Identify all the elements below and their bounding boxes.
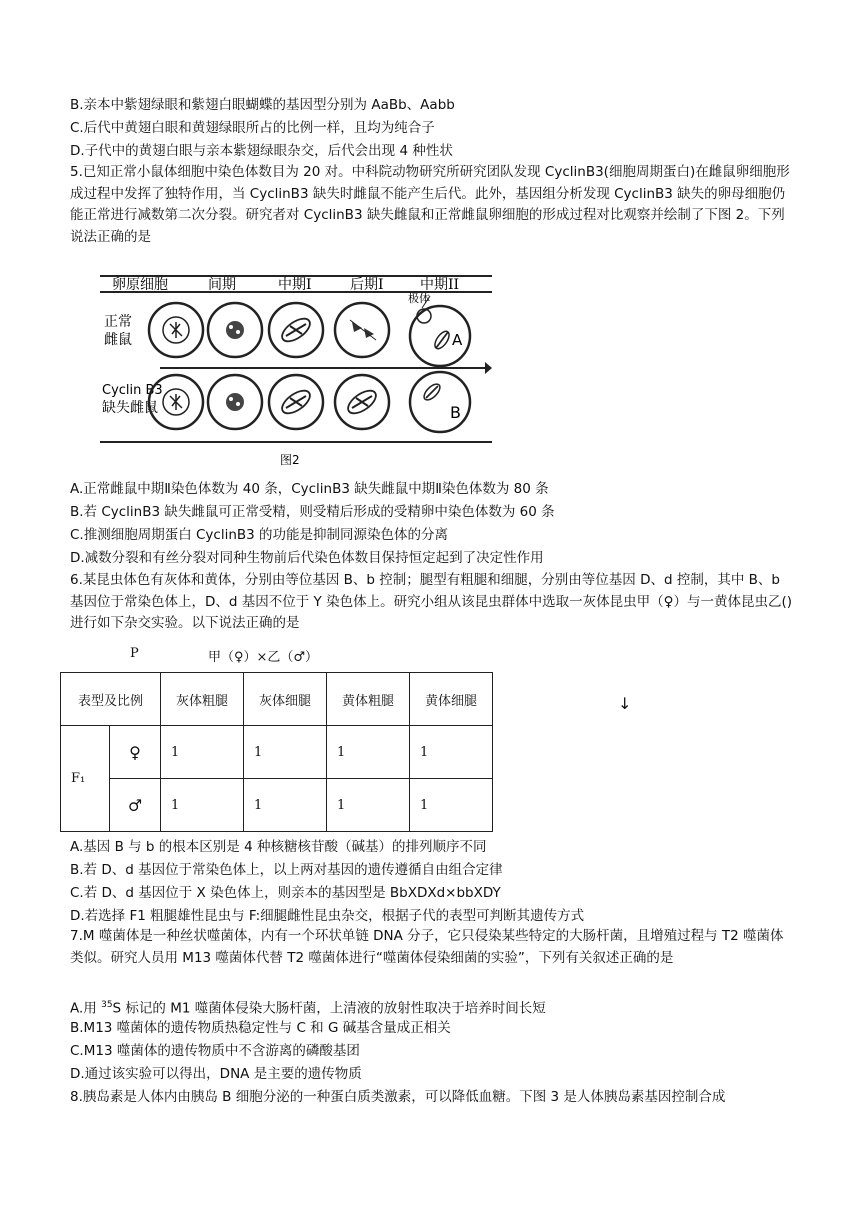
figure-caption: 图2 [280, 453, 300, 467]
q6-option-b: B.若 D、d 基因位于常染色体上，以上两对基因的遗传遵循自由组合定律 [70, 862, 503, 878]
q7-option-a: A.用 $^{35}$S 标记的 M1 噬菌体侵染大肠杆菌，上清液的放射性取决于培养时间长短 [70, 1000, 546, 1017]
stage-label-anaphase-1: 后期I [350, 277, 384, 293]
table-cell: 1 [410, 779, 493, 832]
q5-option-d: D.减数分裂和有丝分裂对同种生物前后代染色体数目保持恒定起到了决定性作用 [70, 550, 544, 566]
cell-mark-b: B [450, 403, 461, 422]
q5-option-a: A.正常雌鼠中期Ⅱ染色体数为 40 条，CyclinB3 缺失雌鼠中期Ⅱ染色体数为 80 条 [70, 481, 549, 497]
table-header-cell: 黄体粗腿 [327, 673, 410, 726]
row-label-mutant-1: Cyclin B3 [102, 383, 163, 398]
table-header-cell: 灰体细腿 [244, 673, 327, 726]
figure-2 [100, 262, 492, 472]
question-6-stem: 6.某昆虫体色有灰体和黄体，分别由等位基因 B、b 控制；腿型有粗腿和细腿，分别由等位基因 D、d 控制，其中 B、b 基因位于常染色体上，D、d 基因不位于 Y 染色体上。研究小组从该昆虫群体中选取一灰体昆虫甲（♀）与一黄体昆虫乙()进行如下杂交实验。以下说法正确的是 [70, 572, 793, 631]
question-8-stem: 8.胰岛素是人体内由胰岛 B 细胞分泌的一种蛋白质类激素，可以降低血糖。下图 3 是人体胰岛素基因控制合成 [70, 1089, 726, 1105]
cell-mutant-interphase [208, 375, 262, 429]
cell-normal-metaphase-1 [269, 303, 323, 357]
table-cell: 1 [410, 726, 493, 779]
q5-option-c: C.推测细胞周期蛋白 CyclinB3 的功能是抑制同源染色体的分离 [70, 527, 449, 543]
generation-cell: F₁ [61, 726, 110, 832]
table-header-cell: 表型及比例 [61, 673, 161, 726]
male-symbol: ♂ [110, 779, 161, 832]
cell-normal-interphase [208, 303, 262, 357]
cell-mark-a: A [452, 331, 463, 349]
table-header-cell: 黄体细腿 [410, 673, 493, 726]
option-c: C.后代中黄翅白眼和黄翅绿眼所占的比例一样，且均为纯合子 [70, 120, 435, 136]
table-cell: 1 [161, 726, 244, 779]
table-cell: 1 [244, 726, 327, 779]
cell-normal-anaphase-1 [335, 303, 389, 357]
q7-option-b: B.M13 噬菌体的遗传物质热稳定性与 C 和 G 碱基含量成正相关 [70, 1020, 451, 1036]
table-row-female [61, 726, 493, 779]
polar-body-label: 极体 [408, 292, 430, 305]
row-label-normal-1: 正常 [104, 314, 132, 330]
q5-option-b: B.若 CyclinB3 缺失雌鼠可正常受精，则受精后形成的受精卵中染色体数为 60 条 [70, 504, 555, 520]
table-cell: 1 [327, 726, 410, 779]
table-cell: 1 [244, 779, 327, 832]
q7-option-d: D.通过该实验可以得出，DNA 是主要的遗传物质 [70, 1066, 362, 1082]
option-d: D.子代中的黄翅白眼与亲本紫翅绿眼杂交，后代会出现 4 种性状 [70, 143, 453, 159]
table-header-row [61, 673, 493, 726]
q6-option-d: D.若选择 F1 粗腿雄性昆虫与 F:细腿雌性昆虫杂交，根据子代的表型可判断其遗传方式 [70, 908, 585, 924]
question-5-stem: 5.已知正常小鼠体细胞中染色体数目为 20 对。中科院动物研究所研究团队发现 CyclinB3(细胞周期蛋白)在雌鼠卵细胞形成过程中发挥了独特作用，当 CyclinB3 缺失时雌鼠不能产生后代。此外，基因组分析发现 CyclinB3 缺失的卵母细胞仍能正常进行减数第二次分裂。研究者对 CyclinB3 缺失雌鼠和正常雌鼠卵细胞的形成过程对比观察并绘制了下图 2。下列说法正确的是 [70, 164, 790, 245]
row-label-normal-2: 雌鼠 [104, 332, 132, 348]
stage-label-metaphase-1: 中期I [278, 277, 312, 293]
cell-division-diagram [100, 262, 492, 472]
table-header-cell: 灰体粗腿 [161, 673, 244, 726]
cell-normal-oogonium [149, 303, 203, 357]
table-row-male [61, 779, 493, 832]
question-7-stem: 7.M 噬菌体是一种丝状噬菌体，内有一个环状单链 DNA 分子，它只侵染某些特定的大肠杆菌，且增殖过程与 T2 噬菌体类似。研究人员用 M13 噬菌体代替 T2 噬菌体进行“噬菌体侵染细菌的实验”，下列有关叙述正确的是 [70, 928, 784, 966]
stage-label-interphase: 间期 [208, 277, 236, 293]
down-arrow-icon: ↓ [618, 694, 632, 713]
cell-mutant-anaphase-1 [335, 375, 389, 429]
table-cell: 1 [327, 779, 410, 832]
table-cell: 1 [161, 779, 244, 832]
parent-cross: 甲（♀）×乙（♂） [208, 650, 319, 665]
cell-mutant-metaphase-1 [269, 375, 323, 429]
q7-option-c: C.M13 噬菌体的遗传物质中不含游离的磷酸基团 [70, 1043, 360, 1059]
stage-label-oogonium: 卵原细胞 [112, 277, 168, 293]
parent-label: P [130, 646, 139, 661]
f1-table [60, 672, 493, 832]
cell-mutant-metaphase-2 [410, 372, 470, 432]
option-b: B.亲本中紫翅绿眼和紫翅白眼蝴蝶的基因型分别为 AaBb、Aabb [70, 97, 455, 113]
female-symbol: ♀ [110, 726, 161, 779]
q6-option-a: A.基因 B 与 b 的根本区别是 4 种核糖核苷酸（碱基）的排列顺序不同 [70, 839, 487, 855]
q6-option-c: C.若 D、d 基因位于 X 染色体上，则亲本的基因型是 BbXDXd×bbXDY [70, 885, 501, 901]
row-label-mutant-2: 缺失雌鼠 [102, 400, 158, 416]
stage-label-metaphase-2: 中期II [420, 277, 460, 293]
arrow-head [485, 362, 492, 374]
